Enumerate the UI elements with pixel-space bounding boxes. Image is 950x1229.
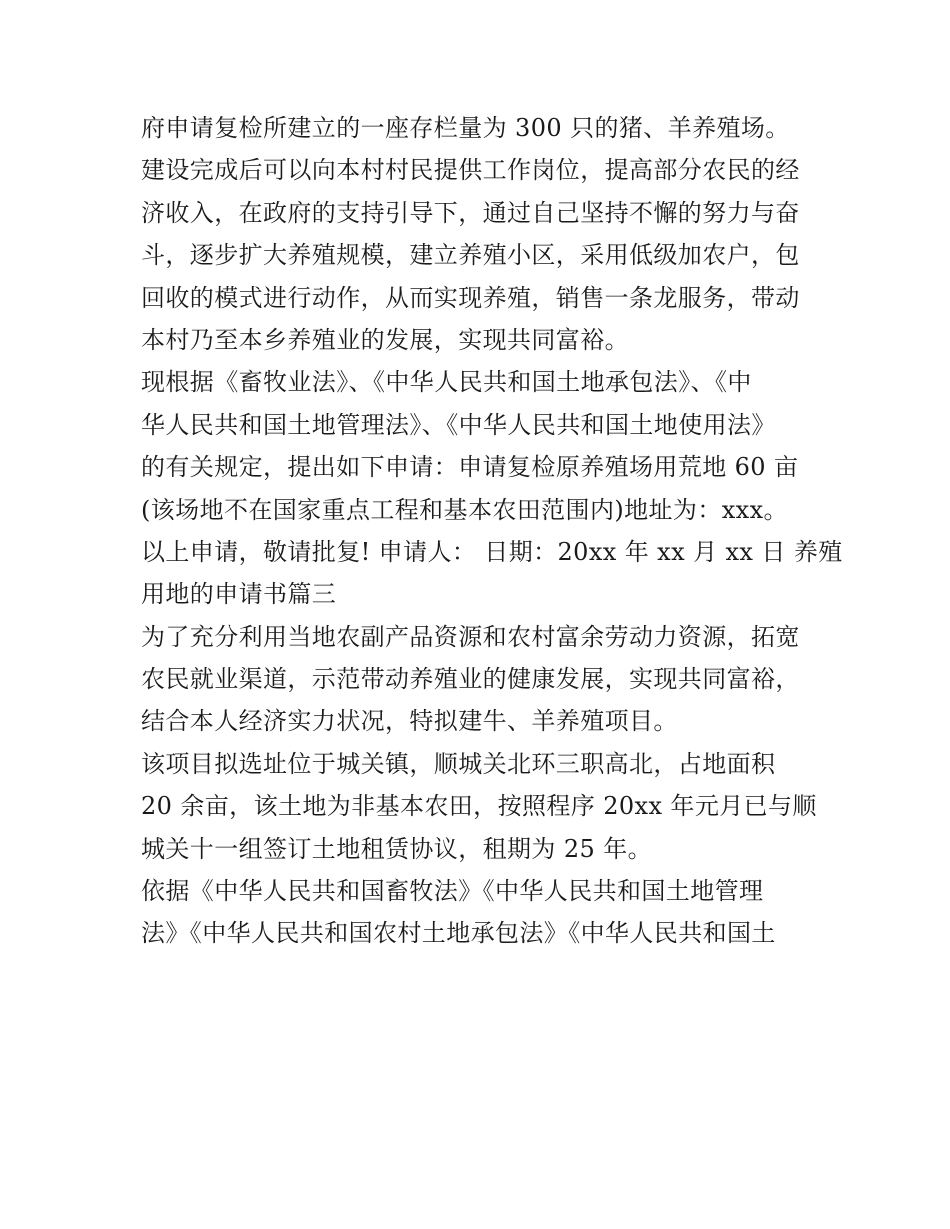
text-line: 依据《中华人民共和国畜牧法》《中华人民共和国土地管理 bbox=[141, 877, 764, 906]
text-line: 城关十一组签订土地租赁协议，租期为 25 年。 bbox=[141, 834, 652, 863]
text-line: 以上申请，敬请批复! 申请人： 日期：20xx 年 xx 月 xx 日 养殖 bbox=[141, 537, 843, 566]
document-body bbox=[141, 107, 843, 955]
text-line: 的有关规定，提出如下申请：申请复检原养殖场用荒地 60 亩 bbox=[141, 453, 799, 482]
text-line: 本村乃至本乡养殖业的发展，实现共同富裕。 bbox=[141, 325, 629, 354]
text-line: 回收的模式进行动作，从而实现养殖，销售一条龙服务，带动 bbox=[141, 283, 800, 312]
text-line: 济收入，在政府的支持引导下，通过自己坚持不懈的努力与奋 bbox=[141, 198, 800, 227]
text-line: 斗，逐步扩大养殖规模，建立养殖小区，采用低级加农户，包 bbox=[141, 241, 800, 270]
text-line: 结合本人经济实力状况，特拟建牛、羊养殖项目。 bbox=[141, 707, 678, 736]
section-heading-line: 用地的申请书篇三 bbox=[141, 580, 337, 609]
text-line: 法》《中华人民共和国农村土地承包法》《中华人民共和国土 bbox=[141, 919, 776, 948]
text-line: 华人民共和国土地管理法》、《中华人民共和国土地使用法》 bbox=[141, 410, 776, 439]
text-line: (该场地不在国家重点工程和基本农田范围内)地址为：xxx。 bbox=[141, 495, 788, 524]
text-line: 为了充分利用当地农副产品资源和农村富余劳动力资源，拓宽 bbox=[141, 622, 800, 651]
text-line: 现根据《畜牧业法》、《中华人民共和国土地承包法》、《中 bbox=[141, 368, 752, 397]
text-line: 农民就业渠道，示范带动养殖业的健康发展，实现共同富裕， bbox=[141, 665, 800, 694]
text-line: 20 余亩，该土地为非基本农田，按照程序 20xx 年元月已与顺 bbox=[141, 792, 817, 821]
text-line: 府申请复检所建立的一座存栏量为 300 只的猪、羊养殖场。 bbox=[141, 114, 790, 142]
text-line: 该项目拟选址位于城关镇，顺城关北环三职高北，占地面积 bbox=[141, 749, 776, 778]
text-line: 建设完成后可以向本村村民提供工作岗位，提高部分农民的经 bbox=[141, 156, 800, 185]
